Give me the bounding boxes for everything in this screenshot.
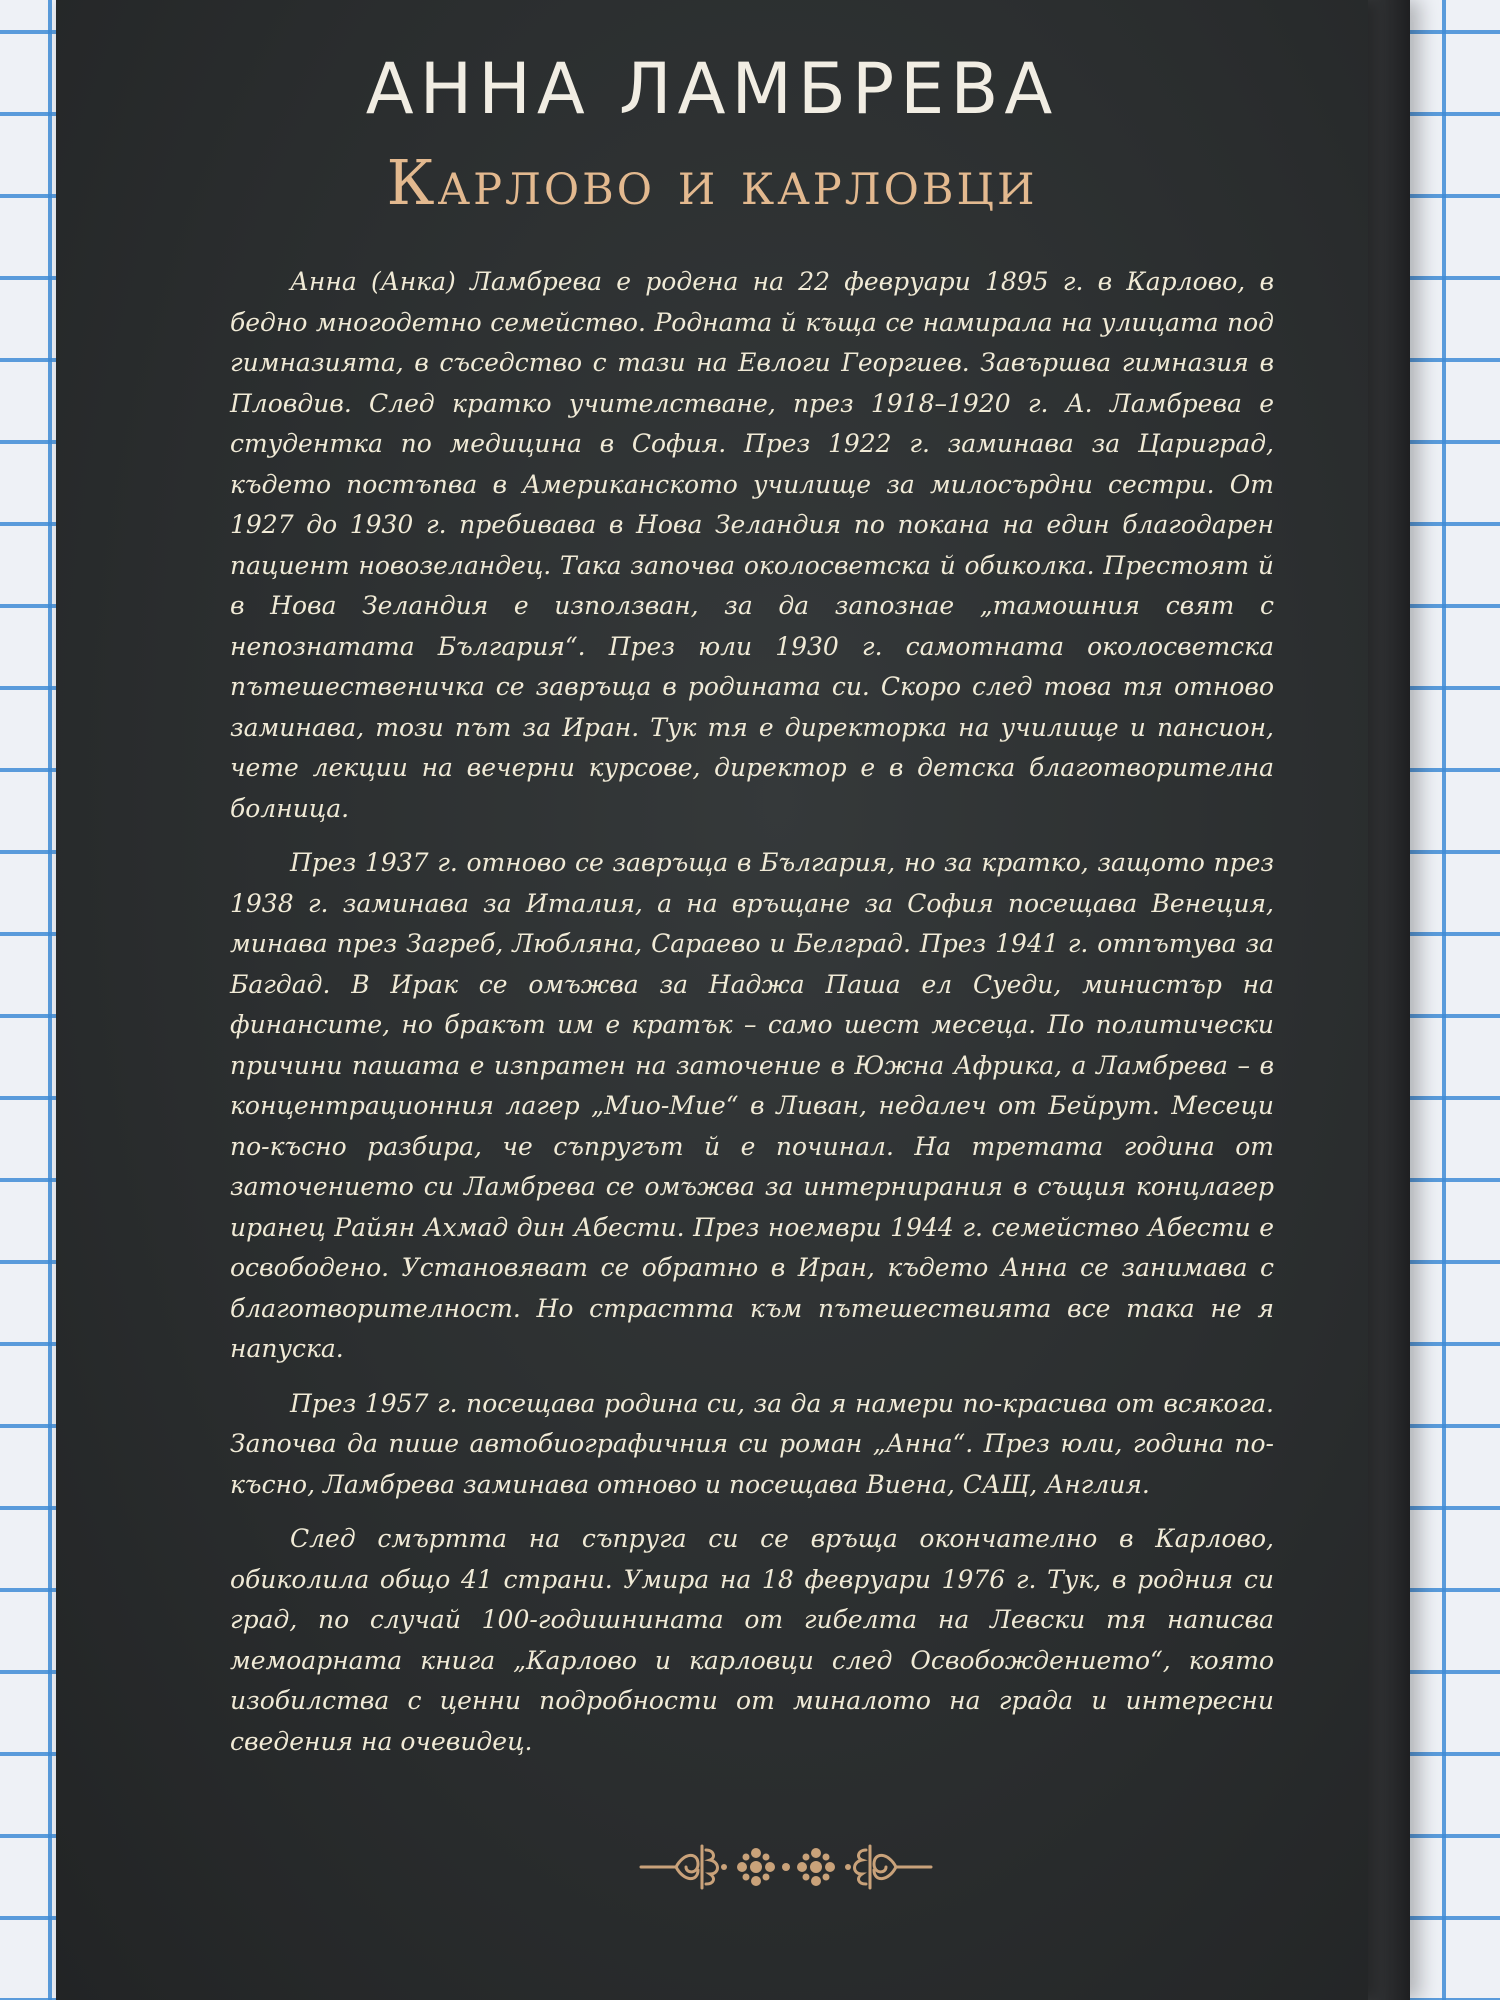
floral-ornament-icon: [636, 1832, 936, 1902]
biography-text: [230, 262, 1274, 1776]
biography-paragraph-3: През 1957 г. посещава родина си, за да я намери по-красива от всякога. Започва да пише автобиографичния си роман „Анна“. През юли, година по-късно, Ламбрева заминава отново и посещава Виена, САЩ, Англия.: [230, 1388, 1274, 1499]
book-back-cover: [56, 0, 1368, 2000]
biography-paragraph-2: През 1937 г. отново се завръща в България, но за кратко, защото през 1938 г. заминава за Италия, а на връщане за София посещава Венеция, минава през Загреб, Любляна, Сараево и Белград. През 1941 г. отпътува за Багдад. В Ирак се омъжва за Наджа Паша ел Суеди, министър на финансите, но бракът им е кратък – само шест месеца. По политически причини пашата е изпратен на заточение в Южна Африка, а Ламбрева – в концентрационния лагер „Мио-Мие“ в Ливан, недалеч от Бейрут. Месеци по-късно разбира, че съпругът й е починал. На третата година от заточението си Ламбрева се омъжва за интернирания в същия концлагер иранец Райян Ахмад дин Абести. През ноември 1944 г. семейство Абести е освободено. Установяват се обратно в Иран, където Анна се занимава с благотворителност. Но страстта към пътешествията все така не я напуска.: [230, 848, 1274, 1363]
book-title: Карлово и карловци: [386, 146, 1038, 219]
author-name: АННА ЛАМБРЕВА: [365, 48, 1059, 130]
biography-paragraph-1: Анна (Анка) Ламбрева е родена на 22 февруари 1895 г. в Карлово, в бедно многодетно семейство. Родната й къща се намирала на улицата под гимназията, в съседство с тази на Евлоги Георгиев. Завършва гимназия в Пловдив. След кратко учителстване, през 1918–1920 г. А. Ламбрева е студентка по медицина в София. През 1922 г. заминава за Цариград, където постъпва в Американското училище за милосърдни сестри. От 1927 до 1930 г. пребивава в Нова Зеландия по покана на един благодарен пациент новозеландец. Така започва околосветска й обиколка. Престоят й в Нова Зеландия е използван, за да запознае „тамошния свят с непознатата България“. През юли 1930 г. самотната околосветска пътешественичка се завръща в родината си. Скоро след това тя отново заминава, този път за Иран. Тук тя е директорка на училище и пансион, чете лекции на вечерни курсове, директор е в детска благотворителна болница.: [230, 267, 1274, 823]
biography-paragraph-4: След смъртта на съпруга си се връща окончателно в Карлово, обиколила общо 41 страни. Умира на 18 февруари 1976 г. Тук, в родния си град, по случай 100-годишнината от гибелта на Левски тя написва мемоарната книга „Карлово и карловци след Освобождението“, която изобилства с ценни подробности от миналото на града и интересни сведения на очевидец.: [230, 1524, 1274, 1756]
